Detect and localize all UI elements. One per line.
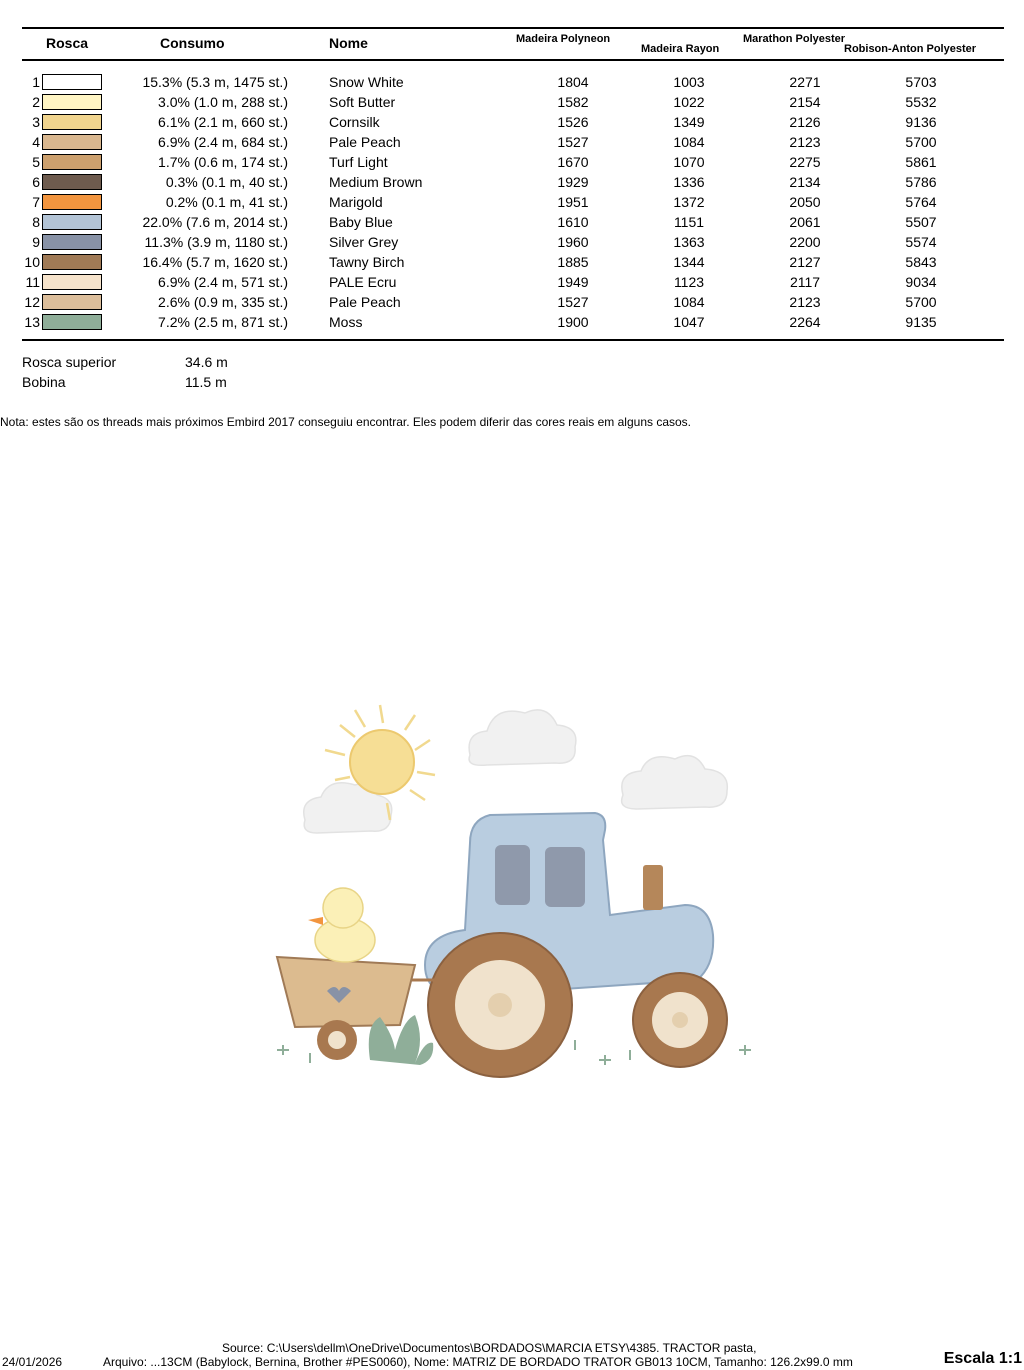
madeira-polyneon-cell: 1949 bbox=[557, 274, 589, 290]
marathon-cell: 2264 bbox=[789, 314, 821, 330]
bobbin-value: 11.5 m bbox=[185, 374, 227, 390]
robison-cell: 5786 bbox=[905, 174, 937, 190]
header-nome: Nome bbox=[329, 35, 368, 51]
color-swatch bbox=[42, 214, 102, 230]
thread-name-cell: Marigold bbox=[329, 194, 383, 210]
marathon-cell: 2275 bbox=[789, 154, 821, 170]
consumption-cell: 6.9% (2.4 m, 684 st.) bbox=[158, 134, 288, 150]
marathon-cell: 2123 bbox=[789, 134, 821, 150]
color-swatch bbox=[42, 274, 102, 290]
robison-cell: 5764 bbox=[905, 194, 937, 210]
madeira-polyneon-cell: 1951 bbox=[557, 194, 589, 210]
table-row bbox=[0, 212, 1024, 232]
madeira-polyneon-cell: 1885 bbox=[557, 254, 589, 270]
color-swatch bbox=[42, 194, 102, 210]
madeira-polyneon-cell: 1804 bbox=[557, 74, 589, 90]
row-number: 1 bbox=[32, 74, 40, 90]
madeira-polyneon-cell: 1610 bbox=[557, 214, 589, 230]
consumption-cell: 6.1% (2.1 m, 660 st.) bbox=[158, 114, 288, 130]
robison-cell: 5703 bbox=[905, 74, 937, 90]
madeira-rayon-cell: 1123 bbox=[673, 274, 705, 290]
thread-name-cell: Tawny Birch bbox=[329, 254, 405, 270]
thread-name-cell: Medium Brown bbox=[329, 174, 423, 190]
header-madeira-rayon: Madeira Rayon bbox=[641, 43, 720, 55]
madeira-polyneon-cell: 1670 bbox=[557, 154, 589, 170]
madeira-rayon-cell: 1047 bbox=[673, 314, 705, 330]
madeira-polyneon-cell: 1900 bbox=[557, 314, 589, 330]
thread-name-cell: Silver Grey bbox=[329, 234, 399, 250]
madeira-rayon-cell: 1363 bbox=[673, 234, 705, 250]
table-row bbox=[0, 92, 1024, 112]
consumption-cell: 22.0% (7.6 m, 2014 st.) bbox=[142, 214, 288, 230]
consumption-cell: 7.2% (2.5 m, 871 st.) bbox=[158, 314, 288, 330]
madeira-rayon-cell: 1349 bbox=[673, 114, 705, 130]
table-row bbox=[0, 232, 1024, 252]
consumption-cell: 6.9% (2.4 m, 571 st.) bbox=[158, 274, 288, 290]
madeira-polyneon-cell: 1526 bbox=[557, 114, 589, 130]
color-swatch bbox=[42, 74, 102, 90]
marathon-cell: 2123 bbox=[789, 294, 821, 310]
thread-note: Nota: estes são os threads mais próximos Embird 2017 conseguiu encontrar. Eles podem diferir das cores reais em alguns casos. bbox=[0, 415, 692, 429]
robison-cell: 5532 bbox=[905, 94, 937, 110]
row-number: 2 bbox=[32, 94, 40, 110]
robison-cell: 9034 bbox=[905, 274, 937, 290]
madeira-rayon-cell: 1344 bbox=[673, 254, 705, 270]
row-number: 10 bbox=[24, 254, 40, 270]
thread-name-cell: Moss bbox=[329, 314, 363, 330]
marathon-cell: 2126 bbox=[789, 114, 821, 130]
table-row bbox=[0, 132, 1024, 152]
consumption-cell: 0.3% (0.1 m, 40 st.) bbox=[165, 174, 288, 190]
table-row bbox=[0, 192, 1024, 212]
top-thread-value: 34.6 m bbox=[185, 354, 228, 370]
marathon-cell: 2271 bbox=[789, 74, 821, 90]
madeira-rayon-cell: 1151 bbox=[673, 214, 705, 230]
robison-cell: 5843 bbox=[905, 254, 937, 270]
robison-cell: 9135 bbox=[905, 314, 937, 330]
header-rosca: Rosca bbox=[46, 35, 89, 51]
table-row bbox=[0, 72, 1024, 92]
madeira-polyneon-cell: 1582 bbox=[557, 94, 589, 110]
top-thread-label: Rosca superior bbox=[22, 354, 117, 370]
madeira-polyneon-cell: 1960 bbox=[557, 234, 589, 250]
marathon-cell: 2134 bbox=[789, 174, 821, 190]
row-number: 12 bbox=[24, 294, 40, 310]
marathon-cell: 2154 bbox=[789, 94, 821, 110]
thread-name-cell: Pale Peach bbox=[329, 134, 401, 150]
table-row bbox=[0, 112, 1024, 132]
consumption-cell: 1.7% (0.6 m, 174 st.) bbox=[158, 154, 288, 170]
robison-cell: 5861 bbox=[905, 154, 937, 170]
footer-source: Source: C:\Users\dellm\OneDrive\Documentos\BORDADOS\MARCIA ETSY\4385. TRACTOR pasta, bbox=[222, 1341, 757, 1355]
color-swatch bbox=[42, 314, 102, 330]
table-header-rule bbox=[22, 59, 1004, 61]
madeira-rayon-cell: 1336 bbox=[673, 174, 705, 190]
header-robison: Robison-Anton Polyester bbox=[844, 43, 977, 55]
madeira-rayon-cell: 1022 bbox=[673, 94, 705, 110]
color-swatch bbox=[42, 174, 102, 190]
row-number: 5 bbox=[32, 154, 40, 170]
table-row bbox=[0, 292, 1024, 312]
row-number: 9 bbox=[32, 234, 40, 250]
table-row bbox=[0, 172, 1024, 192]
thread-name-cell: Soft Butter bbox=[329, 94, 396, 110]
madeira-polyneon-cell: 1527 bbox=[557, 294, 589, 310]
row-number: 3 bbox=[32, 114, 40, 130]
thread-name-cell: Pale Peach bbox=[329, 294, 401, 310]
robison-cell: 5700 bbox=[905, 294, 937, 310]
header-marathon: Marathon Polyester bbox=[743, 33, 846, 45]
madeira-rayon-cell: 1372 bbox=[673, 194, 705, 210]
table-row bbox=[0, 312, 1024, 332]
row-number: 11 bbox=[25, 274, 40, 290]
marathon-cell: 2117 bbox=[789, 274, 821, 290]
color-swatch bbox=[42, 254, 102, 270]
madeira-rayon-cell: 1070 bbox=[673, 154, 705, 170]
consumption-cell: 0.2% (0.1 m, 41 st.) bbox=[165, 194, 288, 210]
marathon-cell: 2050 bbox=[789, 194, 821, 210]
thread-name-cell: PALE Ecru bbox=[329, 274, 397, 290]
bobbin-label: Bobina bbox=[22, 374, 66, 390]
color-swatch bbox=[42, 134, 102, 150]
embroidery-preview-tractor bbox=[265, 695, 765, 1090]
footer-scale: Escala 1:1 bbox=[943, 1350, 1022, 1367]
color-swatch bbox=[42, 234, 102, 250]
consumption-cell: 3.0% (1.0 m, 288 st.) bbox=[158, 94, 288, 110]
consumption-cell: 16.4% (5.7 m, 1620 st.) bbox=[142, 254, 288, 270]
robison-cell: 5700 bbox=[905, 134, 937, 150]
robison-cell: 9136 bbox=[905, 114, 937, 130]
row-number: 7 bbox=[32, 194, 40, 210]
madeira-polyneon-cell: 1929 bbox=[557, 174, 589, 190]
consumption-cell: 11.3% (3.9 m, 1180 st.) bbox=[144, 234, 288, 250]
table-row bbox=[0, 252, 1024, 272]
madeira-rayon-cell: 1084 bbox=[673, 294, 705, 310]
row-number: 4 bbox=[32, 134, 40, 150]
thread-name-cell: Snow White bbox=[329, 74, 404, 90]
consumption-cell: 2.6% (0.9 m, 335 st.) bbox=[158, 294, 288, 310]
table-row bbox=[0, 152, 1024, 172]
marathon-cell: 2127 bbox=[789, 254, 821, 270]
marathon-cell: 2061 bbox=[789, 214, 821, 230]
robison-cell: 5507 bbox=[905, 214, 937, 230]
row-number: 6 bbox=[32, 174, 40, 190]
color-swatch bbox=[42, 294, 102, 310]
madeira-rayon-cell: 1003 bbox=[673, 74, 705, 90]
table-top-rule bbox=[22, 27, 1004, 29]
thread-name-cell: Baby Blue bbox=[329, 214, 393, 230]
robison-cell: 5574 bbox=[905, 234, 937, 250]
footer-date: 24/01/2026 bbox=[2, 1355, 63, 1369]
color-swatch bbox=[42, 114, 102, 130]
thread-name-cell: Cornsilk bbox=[329, 114, 380, 130]
table-row bbox=[0, 272, 1024, 292]
table-bottom-rule bbox=[22, 339, 1004, 341]
header-consumo: Consumo bbox=[160, 35, 225, 51]
footer-file-info: Arquivo: ...13CM (Babylock, Bernina, Brother #PES0060), Nome: MATRIZ DE BORDADO TRATOR GB013 10CM, Tamanho: 126.2x99.0 mm bbox=[103, 1355, 853, 1369]
header-madeira-polyneon: Madeira Polyneon bbox=[516, 33, 611, 45]
marathon-cell: 2200 bbox=[789, 234, 821, 250]
row-number: 8 bbox=[32, 214, 40, 230]
row-number: 13 bbox=[24, 314, 40, 330]
madeira-polyneon-cell: 1527 bbox=[557, 134, 589, 150]
color-swatch bbox=[42, 94, 102, 110]
color-swatch bbox=[42, 154, 102, 170]
madeira-rayon-cell: 1084 bbox=[673, 134, 705, 150]
thread-name-cell: Turf Light bbox=[329, 154, 388, 170]
consumption-cell: 15.3% (5.3 m, 1475 st.) bbox=[142, 74, 288, 90]
